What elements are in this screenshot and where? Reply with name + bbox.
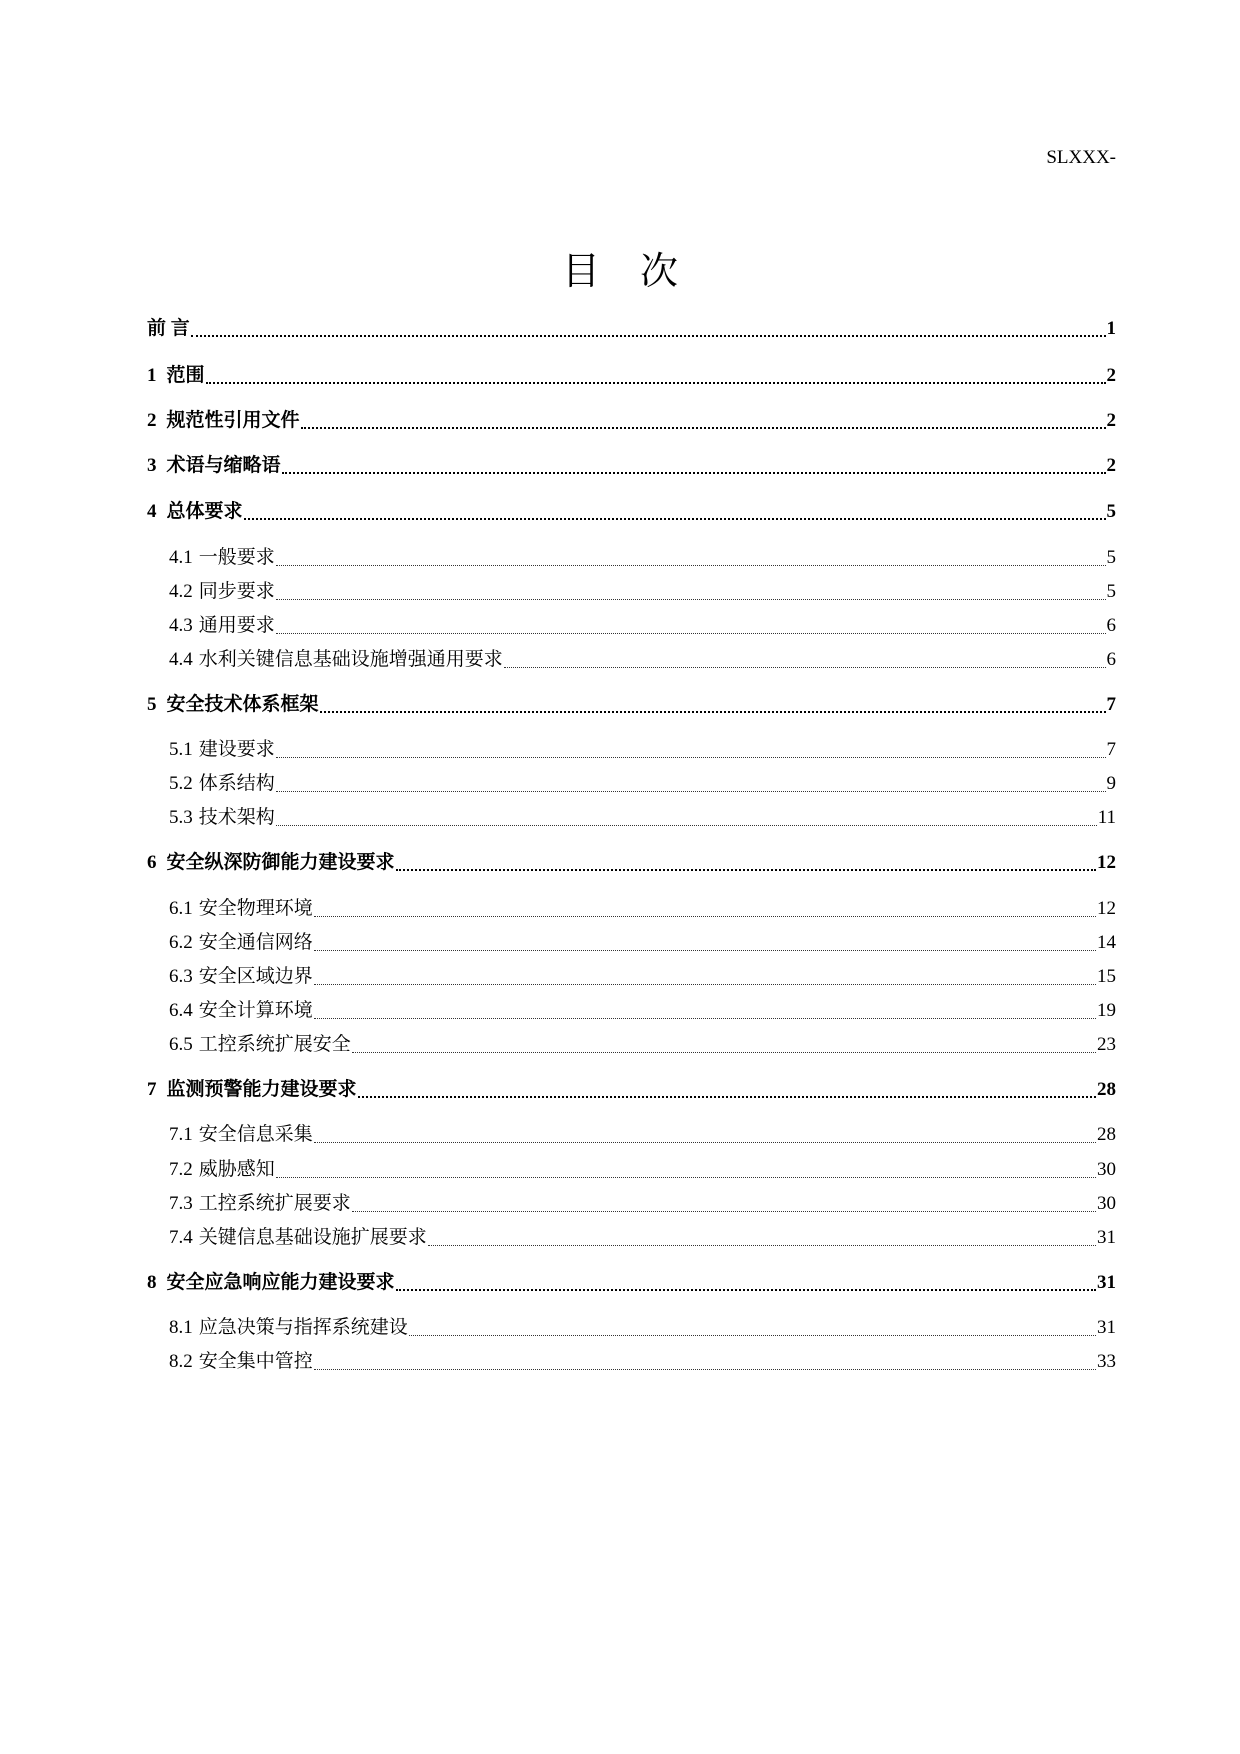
- toc-entry-number: 5: [147, 694, 157, 715]
- toc-entry-label: 安全应急响应能力建设要求: [166, 1272, 395, 1293]
- toc-entry-page-number: 6: [1106, 649, 1116, 670]
- document-code: SLXXX-: [1046, 147, 1116, 168]
- toc-entry-page-number: 7: [1106, 694, 1116, 715]
- toc-entry-title: [169, 1155, 275, 1185]
- toc-entry-title: [169, 996, 313, 1026]
- toc-entry-title: [169, 1313, 408, 1343]
- toc-dot-leader: [276, 633, 1106, 634]
- toc-entry-number: 2: [147, 410, 157, 431]
- toc-entry[interactable]: [169, 769, 1116, 799]
- toc-entry[interactable]: [169, 1347, 1116, 1377]
- toc-entry-page-number: 30: [1097, 1193, 1116, 1214]
- toc-entry-label: 威胁感知: [198, 1159, 275, 1180]
- toc-dot-leader: [314, 1018, 1096, 1019]
- toc-entry-page-number: 33: [1097, 1351, 1116, 1372]
- toc-entry-label: 安全集中管控: [198, 1351, 313, 1372]
- toc-entry-title: [169, 1030, 351, 1060]
- toc-entry-label: 体系结构: [198, 773, 275, 794]
- toc-dot-leader: [276, 757, 1106, 758]
- toc-entry-number: 6: [147, 852, 157, 873]
- toc-entry-title: [169, 962, 313, 992]
- toc-entry-label: 规范性引用文件: [166, 410, 300, 431]
- toc-entry-page-number: 9: [1106, 773, 1116, 794]
- toc-entry-page-number: 23: [1097, 1034, 1116, 1055]
- toc-entry-number: 4: [147, 501, 157, 522]
- toc-entry-number: 6.5: [169, 1034, 193, 1055]
- toc-dot-leader: [276, 1177, 1096, 1178]
- toc-entry[interactable]: [147, 690, 1116, 720]
- toc-entry-label: 通用要求: [198, 615, 275, 636]
- toc-entry[interactable]: [169, 611, 1116, 641]
- toc-entry-page-number: 14: [1097, 932, 1116, 953]
- toc-entry-page-number: 28: [1097, 1079, 1116, 1100]
- toc-dot-leader: [191, 335, 1106, 337]
- toc-entry[interactable]: [169, 735, 1116, 765]
- toc-dot-leader: [314, 950, 1096, 951]
- toc-entry-page-number: 2: [1106, 455, 1116, 476]
- toc-entry-number: 5.3: [169, 807, 193, 828]
- toc-entry[interactable]: [147, 848, 1116, 878]
- toc-entry-page-number: 31: [1097, 1317, 1116, 1338]
- toc-entry-page-number: 31: [1097, 1272, 1116, 1293]
- toc-entry-title: [147, 406, 300, 436]
- toc-entry[interactable]: [169, 1313, 1116, 1343]
- toc-entry-page-number: 7: [1106, 739, 1116, 760]
- toc-entry[interactable]: [147, 451, 1116, 481]
- toc-entry-page-number: 12: [1097, 898, 1116, 919]
- toc-entry-title: [147, 451, 281, 481]
- toc-entry[interactable]: [169, 894, 1116, 924]
- toc-entry-number: 6.2: [169, 932, 193, 953]
- toc-entry-number: 4.4: [169, 649, 193, 670]
- toc-dot-leader: [314, 984, 1096, 985]
- toc-entry-title: [147, 1075, 357, 1105]
- toc-dot-leader: [206, 382, 1106, 384]
- toc-entry-label: 技术架构: [198, 807, 275, 828]
- toc-entry-number: 1: [147, 365, 157, 386]
- toc-entry-label: 安全区域边界: [198, 966, 313, 987]
- toc-entry-page-number: 19: [1097, 1000, 1116, 1021]
- toc-entry-page-number: 5: [1106, 581, 1116, 602]
- toc-entry-label: 范围: [166, 365, 205, 386]
- toc-entry[interactable]: [169, 645, 1116, 675]
- toc-entry-label: 应急决策与指挥系统建设: [198, 1317, 408, 1338]
- toc-entry-title: [169, 803, 275, 833]
- toc-entry[interactable]: [169, 1223, 1116, 1253]
- toc-entry-number: 7.1: [169, 1124, 193, 1145]
- toc-dot-leader: [276, 599, 1106, 600]
- toc-entry-page-number: 5: [1106, 501, 1116, 522]
- toc-entry-page-number: 31: [1097, 1227, 1116, 1248]
- toc-entry-title: [169, 1189, 351, 1219]
- toc-dot-leader: [409, 1335, 1096, 1336]
- toc-entry-number: 6.4: [169, 1000, 193, 1021]
- toc-entry-title: [147, 690, 319, 720]
- toc-entry-label: 工控系统扩展要求: [198, 1193, 351, 1214]
- toc-dot-leader: [358, 1096, 1096, 1098]
- toc-entry[interactable]: [147, 1075, 1116, 1105]
- toc-entry[interactable]: [169, 1120, 1116, 1150]
- toc-entry-label: 一般要求: [198, 547, 275, 568]
- toc-entry-number: 5.1: [169, 739, 193, 760]
- toc-entry-title: [169, 543, 275, 573]
- toc-entry-page-number: 15: [1097, 966, 1116, 987]
- toc-entry-label: 同步要求: [198, 581, 275, 602]
- toc-entry-page-number: 5: [1106, 547, 1116, 568]
- toc-dot-leader: [428, 1245, 1096, 1246]
- toc-dot-leader: [276, 565, 1106, 566]
- toc-entry-label: 安全纵深防御能力建设要求: [166, 852, 395, 873]
- toc-entry-label: 术语与缩略语: [166, 455, 281, 476]
- toc-entry-title: [169, 577, 275, 607]
- toc-entry-number: 7.2: [169, 1159, 193, 1180]
- toc-entry[interactable]: [147, 361, 1116, 391]
- toc-entry[interactable]: [169, 996, 1116, 1026]
- toc-entry-label: 安全计算环境: [198, 1000, 313, 1021]
- toc-dot-leader: [352, 1052, 1096, 1053]
- toc-dot-leader: [301, 427, 1106, 429]
- toc-entry-number: 4.3: [169, 615, 193, 636]
- toc-entry-number: 6.1: [169, 898, 193, 919]
- toc-entry[interactable]: [169, 1155, 1116, 1185]
- toc-entry-title: [147, 1268, 395, 1298]
- toc-entry-number: 8.1: [169, 1317, 193, 1338]
- toc-entry-title: [147, 848, 395, 878]
- toc-entry[interactable]: [147, 1268, 1116, 1298]
- toc-entry-title: [169, 928, 313, 958]
- toc-entry-label: 前 言: [147, 318, 190, 339]
- toc-entry-label: 安全信息采集: [198, 1124, 313, 1145]
- toc-entry-title: [147, 314, 190, 344]
- toc-entry[interactable]: [169, 543, 1116, 573]
- toc-dot-leader: [276, 825, 1097, 826]
- toc-dot-leader: [314, 1142, 1096, 1143]
- toc-entry-label: 建设要求: [198, 739, 275, 760]
- toc-entry-title: [169, 769, 275, 799]
- toc-entry-page-number: 2: [1106, 365, 1116, 386]
- toc-entry-title: [169, 1223, 427, 1253]
- toc-entry-title: [169, 735, 275, 765]
- toc-entry-title: [169, 1120, 313, 1150]
- toc-entry-label: 关键信息基础设施扩展要求: [198, 1227, 427, 1248]
- toc-entry-page-number: 11: [1097, 807, 1116, 828]
- toc-title: 目 次: [561, 249, 693, 293]
- toc-dot-leader: [396, 1289, 1096, 1291]
- toc-entry-number: 8: [147, 1272, 157, 1293]
- toc-entry-title: [169, 645, 503, 675]
- toc-dot-leader: [396, 869, 1096, 871]
- toc-entry-label: 监测预警能力建设要求: [166, 1079, 357, 1100]
- toc-dot-leader: [504, 667, 1106, 668]
- toc-entry-number: 5.2: [169, 773, 193, 794]
- toc-entry-label: 安全通信网络: [198, 932, 313, 953]
- toc-entry-number: 4.2: [169, 581, 193, 602]
- toc-entry-number: 4.1: [169, 547, 193, 568]
- toc-dot-leader: [352, 1211, 1096, 1212]
- toc-entry-number: 8.2: [169, 1351, 193, 1372]
- toc-entry[interactable]: [147, 314, 1116, 344]
- toc-entry[interactable]: [169, 928, 1116, 958]
- toc-entry[interactable]: [169, 1189, 1116, 1219]
- toc-entry[interactable]: [169, 1030, 1116, 1060]
- toc-entry-number: 7.3: [169, 1193, 193, 1214]
- toc-dot-leader: [282, 472, 1106, 474]
- toc-entry-page-number: 6: [1106, 615, 1116, 636]
- toc-entry-page-number: 30: [1097, 1159, 1116, 1180]
- toc-entry-title: [147, 497, 243, 527]
- toc-entry-title: [169, 894, 313, 924]
- toc-entry[interactable]: [169, 962, 1116, 992]
- toc-entry-page-number: 28: [1097, 1124, 1116, 1145]
- toc-entry-page-number: 1: [1106, 318, 1116, 339]
- toc-entry-label: 总体要求: [166, 501, 243, 522]
- toc-entry-number: 7.4: [169, 1227, 193, 1248]
- toc-entry-page-number: 12: [1097, 852, 1116, 873]
- toc-entry-label: 水利关键信息基础设施增强通用要求: [198, 649, 503, 670]
- toc-entry-number: 7: [147, 1079, 157, 1100]
- toc-entry-page-number: 2: [1106, 410, 1116, 431]
- toc-entry[interactable]: [147, 406, 1116, 436]
- toc-dot-leader: [244, 518, 1106, 520]
- toc-entry-title: [147, 361, 205, 391]
- toc-entry-label: 工控系统扩展安全: [198, 1034, 351, 1055]
- toc-dot-leader: [320, 711, 1106, 713]
- toc-entry-title: [169, 611, 275, 641]
- toc-entry-label: 安全物理环境: [198, 898, 313, 919]
- toc-dot-leader: [314, 916, 1096, 917]
- toc-entry[interactable]: [169, 803, 1116, 833]
- toc-entry-title: [169, 1347, 313, 1377]
- toc-entry[interactable]: [147, 497, 1116, 527]
- toc-entry-number: 3: [147, 455, 157, 476]
- toc-entry[interactable]: [169, 577, 1116, 607]
- toc-dot-leader: [276, 791, 1106, 792]
- toc-entry-number: 6.3: [169, 966, 193, 987]
- toc-dot-leader: [314, 1369, 1096, 1370]
- toc-entry-label: 安全技术体系框架: [166, 694, 319, 715]
